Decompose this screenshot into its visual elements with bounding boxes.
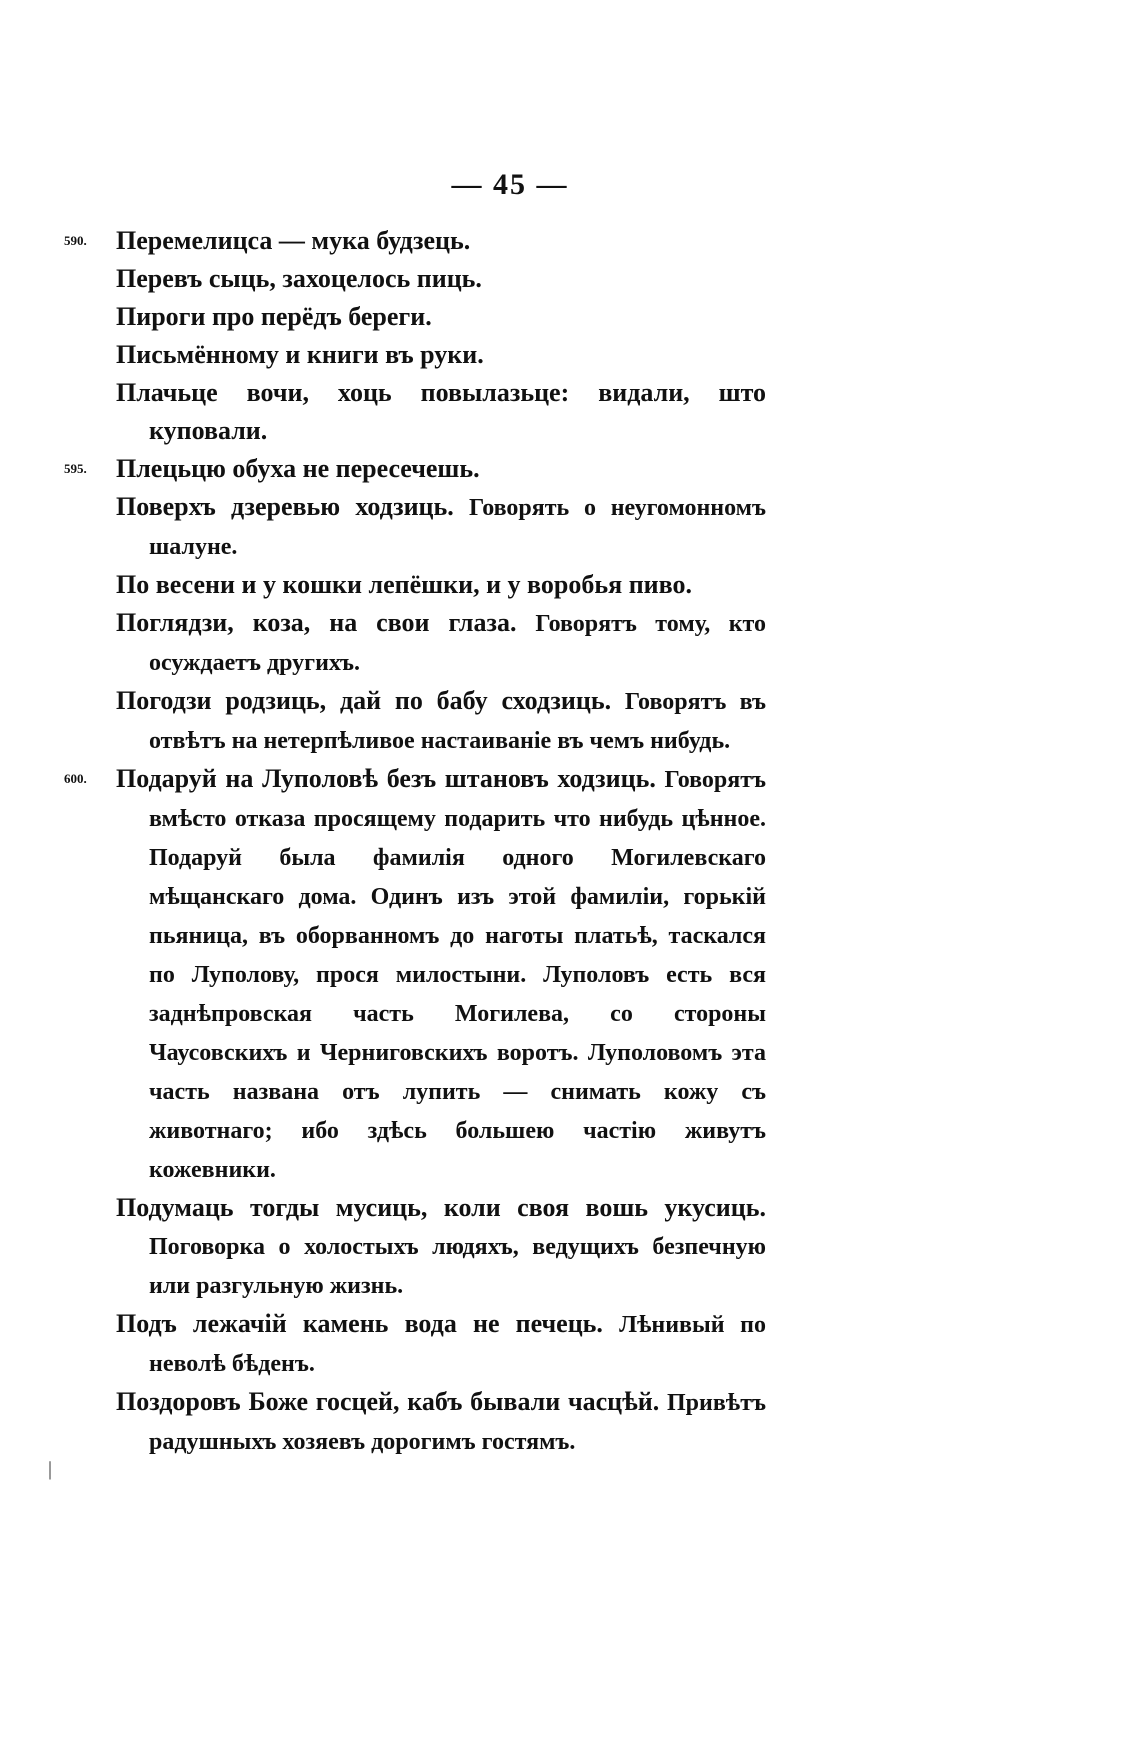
- proverb-text: Погодзи родзиць, дай по бабу сходзиць.: [116, 686, 612, 715]
- proverb-entry: [116, 682, 766, 760]
- proverb-entry: [64, 222, 766, 260]
- proverb-text: Поздоровъ Боже госцей, кабъ бывали часцѣй.: [116, 1387, 660, 1416]
- proverb-text: Пироги про перёдъ береги.: [116, 302, 432, 331]
- proverb-text: Подъ лежачій камень вода не печець.: [116, 1309, 603, 1338]
- proverb-text: Поглядзи, коза, на свои глаза.: [116, 608, 517, 637]
- proverb-note: Привѣтъ радушныхъ хозяевъ дорогимъ гостямъ.: [149, 1390, 766, 1455]
- proverb-note: Говорятъ вмѣсто отказа просящему подарить что нибудь цѣнное. Подаруй была фамилія одного Могилевскаго мѣщанскаго дома. Одинъ изъ этой фамиліи, горькій пьяница, въ оборванномъ до наготы платьѣ, таскался по Луполову, прося милостыни. Луполовъ есть вся заднѣпровская часть Могилева, со стороны Чаусовскихъ и Черниговскихъ воротъ. Луполовомъ эта часть названа отъ лупить — снимать кожу съ животнаго; ибо здѣсь большею частію живутъ кожевники.: [149, 767, 767, 1183]
- proverb-entry: [64, 760, 767, 1189]
- proverb-entry: [64, 450, 766, 488]
- proverb-entry: [116, 566, 766, 604]
- proverb-text: Перемелицса — мука будзець.: [116, 226, 471, 255]
- proverb-entry: [116, 1383, 766, 1461]
- proverb-entry: [116, 488, 766, 566]
- proverb-text: Поверхъ дзеревью ходзиць.: [116, 492, 454, 521]
- proverb-entry: [116, 260, 766, 298]
- proverb-text: Подаруй на Луполовѣ безъ штановъ ходзиць.: [116, 764, 656, 793]
- proverb-entry: [116, 604, 766, 682]
- proverb-entry: [116, 1305, 766, 1383]
- proverb-note: Говорятъ въ отвѣтъ на нетерпѣливое настаиваніе въ чемъ нибудь.: [149, 689, 766, 754]
- proverb-note: Говорятъ тому, кто осуждаетъ другихъ.: [149, 611, 767, 676]
- proverb-note: Поговорка о холостыхъ людяхъ, ведущихъ безпечную или разгульную жизнь.: [149, 1234, 766, 1299]
- proverb-note: Говорять о неугомонномъ шалуне.: [149, 495, 767, 560]
- proverb-entry: [116, 336, 766, 374]
- entry-number: 590.: [64, 233, 87, 248]
- proverb-text: Плецьцю обуха не пересечешь.: [116, 454, 480, 483]
- proverb-text: Плачьце вочи, хоць повылазьце: видали, што куповали.: [116, 378, 766, 445]
- proverb-list: [64, 222, 767, 1461]
- page-number: — 45 —: [451, 168, 569, 201]
- proverb-text: Подумаць тогды мусиць, коли своя вошь укусиць.: [116, 1193, 766, 1222]
- proverb-entry: [116, 298, 766, 336]
- entry-number: 595.: [64, 461, 87, 476]
- proverb-entry: [116, 1189, 766, 1305]
- proverb-entry: [116, 374, 766, 450]
- proverb-note: Лѣнивый по неволѣ бѣденъ.: [149, 1312, 767, 1377]
- margin-mark: |: [48, 1458, 53, 1480]
- proverb-text: Письмённому и книги въ руки.: [116, 340, 484, 369]
- proverb-text: Перевъ сыць, захоцелось пиць.: [116, 264, 482, 293]
- proverb-text: По весени и у кошки лепёшки, и у воробья пиво.: [116, 570, 693, 599]
- entry-number: 600.: [64, 771, 87, 786]
